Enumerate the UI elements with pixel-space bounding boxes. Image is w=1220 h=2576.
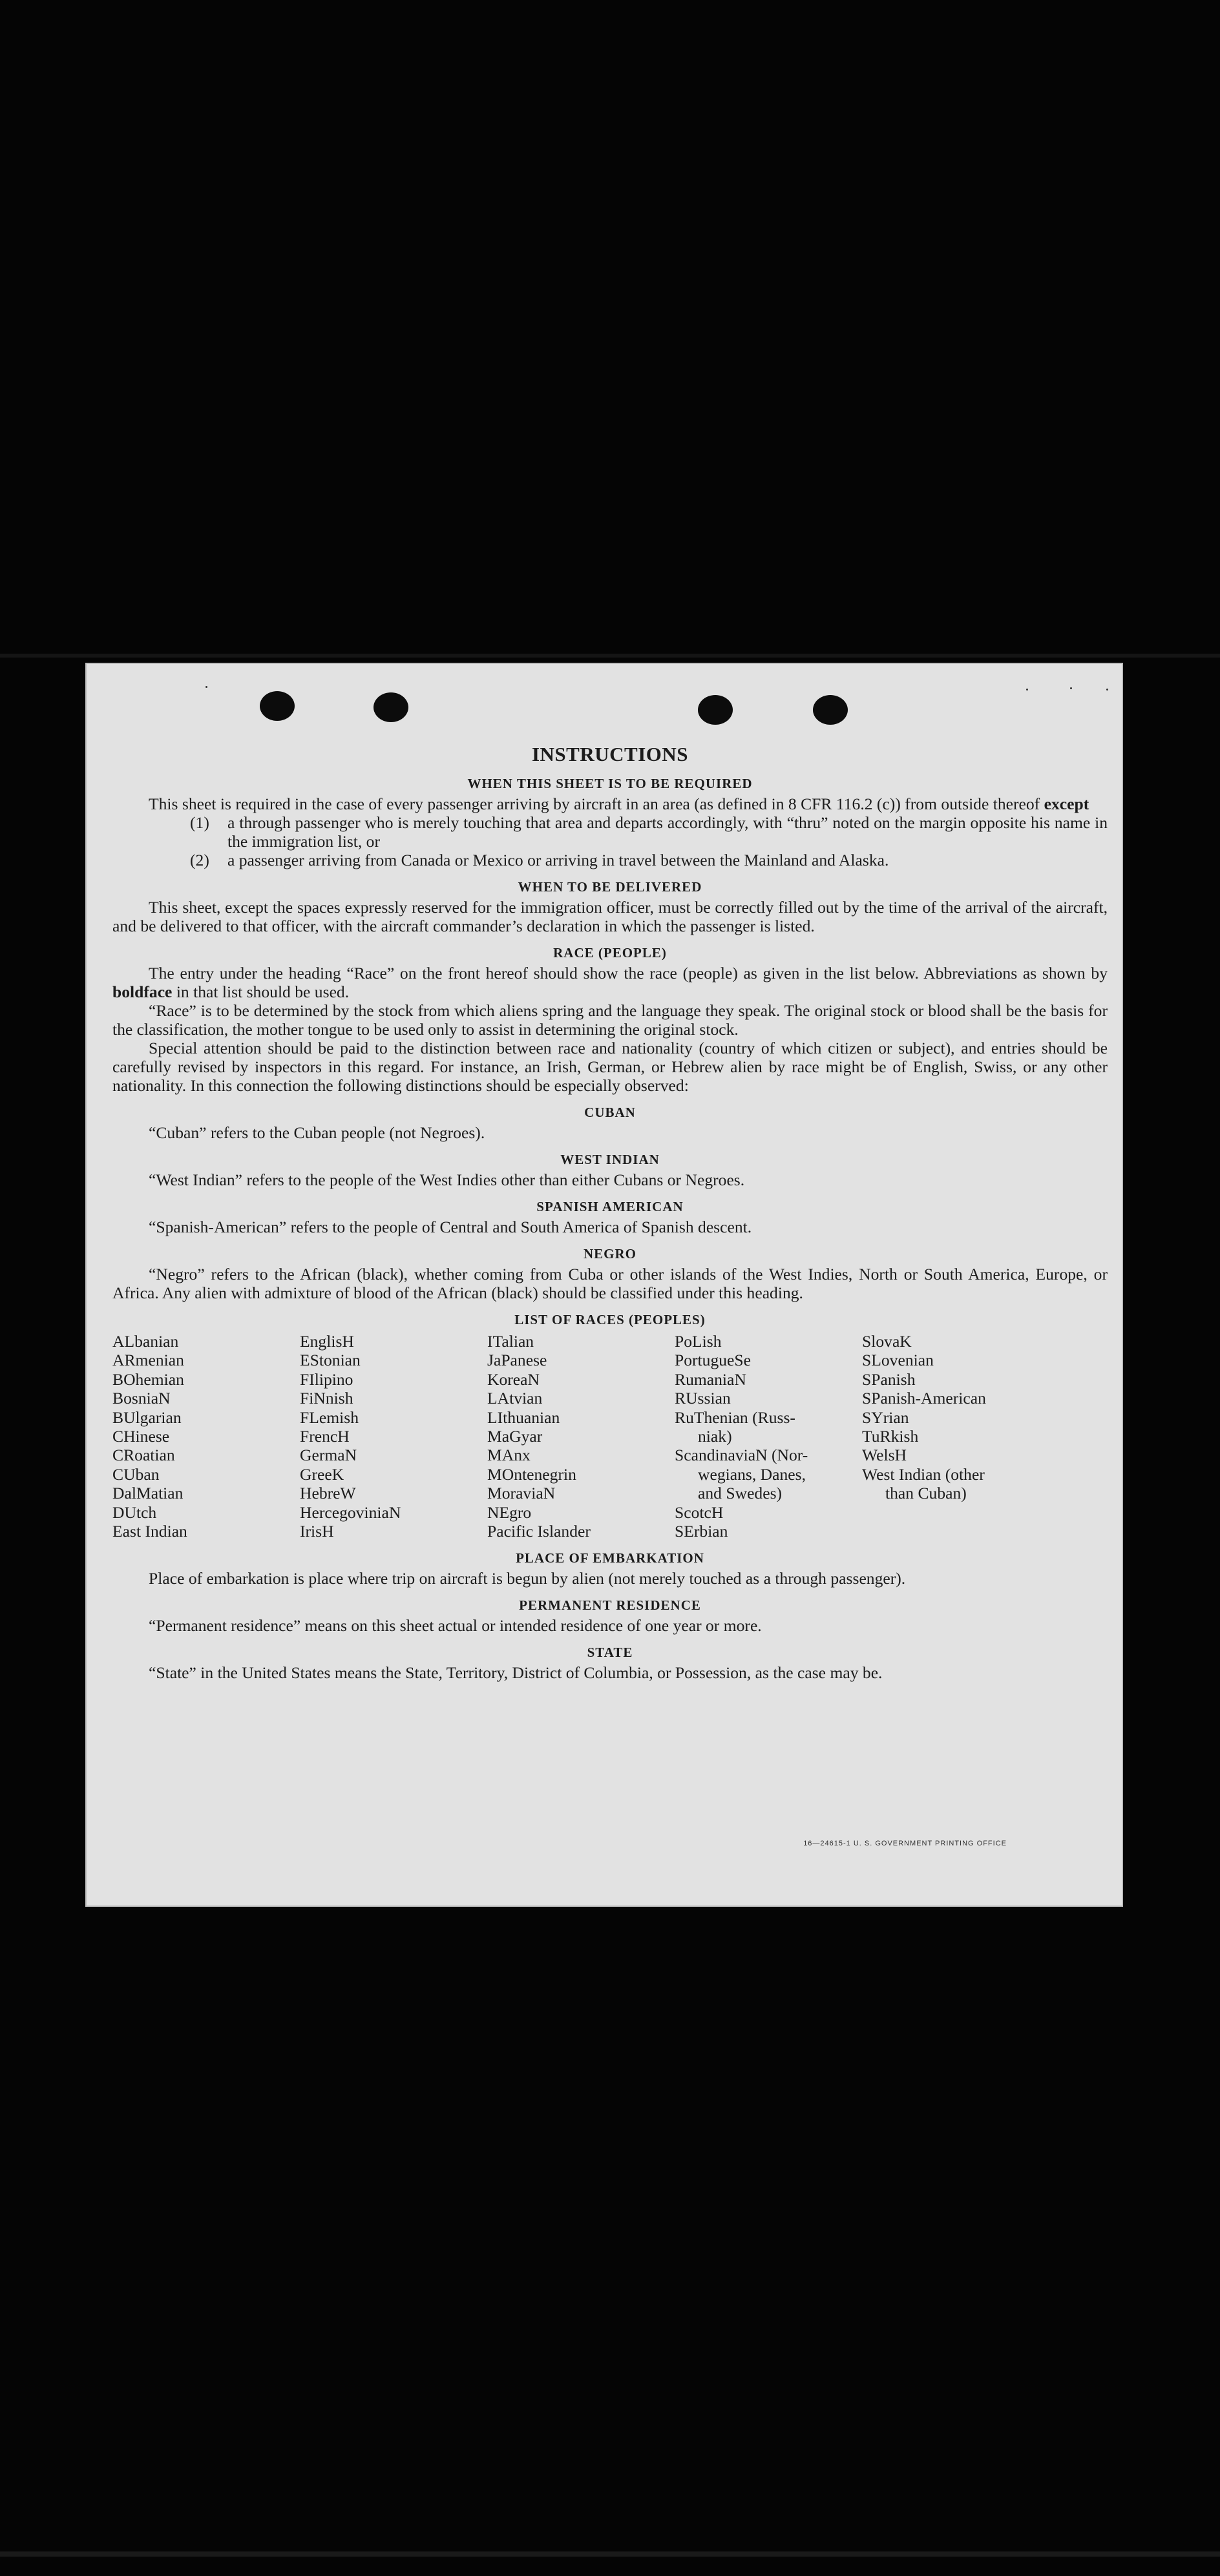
race-entry: EnglisH <box>300 1332 354 1351</box>
race-entry: RuThenian (Russ- <box>675 1407 795 1427</box>
race-entry: HercegoviniaN <box>300 1502 401 1522</box>
race-entry: PortugueSe <box>675 1351 752 1370</box>
race-entry: Pacific Islander <box>487 1522 591 1541</box>
race-entry: East Indian <box>112 1522 187 1541</box>
punch-hole <box>813 695 848 725</box>
section-heading-west-indian: WEST INDIAN <box>560 1152 660 1167</box>
race-entry-continuation: wegians, Danes, <box>698 1464 806 1484</box>
race-entry: CHinese <box>112 1427 170 1446</box>
race-entry: GreeK <box>300 1464 344 1484</box>
when-delivered-text: This sheet, except the spaces expressly reserved for the immigration officer, must be correctly filled out by the time of the arrival of the aircraft, and be delivered to that officer, with the aircraft commander’s declaration in which the passenger is listed. <box>112 898 1108 935</box>
race-entry: DalMatian <box>112 1484 184 1503</box>
race-entry: GermaN <box>300 1446 357 1465</box>
punch-hole <box>698 695 733 725</box>
section-heading-spanish-american: SPANISH AMERICAN <box>536 1199 684 1214</box>
section-heading-when-delivered: WHEN TO BE DELIVERED <box>518 879 702 895</box>
race-entry: MAnx <box>487 1446 531 1465</box>
speck <box>1026 689 1028 691</box>
page-title: INSTRUCTIONS <box>531 743 688 765</box>
race-entry: BosniaN <box>112 1389 171 1408</box>
section-heading-residence: PERMANENT RESIDENCE <box>519 1597 701 1614</box>
race-entry: CRoatian <box>112 1446 175 1465</box>
race-entry: ALbanian <box>112 1332 179 1351</box>
exception-item-2: (2) a passenger arriving from Canada or Mexico or arriving in travel between the Mainland and Alaska. <box>190 851 889 869</box>
race-entry: NEgro <box>487 1502 532 1522</box>
race-column-2 <box>300 1332 487 1541</box>
speck <box>1106 689 1108 691</box>
section-heading-negro: NEGRO <box>583 1246 636 1262</box>
section-heading-when-required: WHEN THIS SHEET IS TO BE REQUIRED <box>467 776 753 791</box>
state-text: “State” in the United States means the State, Territory, District of Columbia, or Possession, as the case may be. <box>149 1663 883 1683</box>
printing-office-code: 16—24615-1 U. S. GOVERNMENT PRINTING OFFICE <box>803 1840 1007 1847</box>
scan-frame-top <box>0 654 1220 658</box>
race-entry: LAtvian <box>487 1389 543 1408</box>
section-heading-state: STATE <box>587 1645 633 1661</box>
spanish-american-text: “Spanish-American” refers to the people of Central and South America of Spanish descent. <box>149 1218 752 1236</box>
race-entry: FIlipino <box>300 1369 353 1389</box>
race-list <box>112 1332 1108 1541</box>
sheet-content <box>112 743 1108 1682</box>
race-entry: MaGyar <box>487 1427 543 1446</box>
punch-hole <box>260 691 295 721</box>
race-entry: SLovenian <box>862 1351 934 1370</box>
race-entry: ScandinaviaN (Nor- <box>675 1446 808 1465</box>
race-entry: SPanish <box>862 1369 916 1389</box>
race-entry: JaPanese <box>487 1351 547 1370</box>
west-indian-text: “West Indian” refers to the people of the West Indies other than either Cubans or Negroes. <box>149 1170 745 1189</box>
when-required-intro: This sheet is required in the case of every passenger arriving by aircraft in an area (as defined in 8 CFR 116.2 (c)) from outside thereof except <box>149 795 1089 813</box>
embarkation-text: Place of embarkation is place where trip on aircraft is begun by alien (not merely touched as a through passenger). <box>149 1569 906 1588</box>
race-paragraph-3: Special attention should be paid to the distinction between race and nationality (country of which citizen or subject), and entries should be carefully revised by inspectors in this regard. For instance, an Irish, German, or Hebrew alien by race might be of English, Swiss, or any other nationality. In this connection the following distinctions should be especially observed: <box>112 1039 1108 1095</box>
section-heading-embarkation: PLACE OF EMBARKATION <box>516 1550 704 1566</box>
section-heading-race: RACE (PEOPLE) <box>553 945 667 961</box>
race-paragraph-2: “Race” is to be determined by the stock from which aliens spring and the language they speak. The original stock or blood shall be the basis for the classification, the mother tongue to be used only to assist in determining the original stock. <box>112 1001 1108 1039</box>
exception-item-1: (1) a through passenger who is merely touching that area and departs accordingly, with “thru” noted on the margin opposite his name in the immigration list, or <box>190 813 1108 851</box>
race-entry-continuation: than Cuban) <box>885 1484 967 1503</box>
race-entry: ScotcH <box>675 1502 724 1522</box>
race-entry: SlovaK <box>862 1332 912 1351</box>
race-entry: KoreaN <box>487 1369 540 1389</box>
instruction-sheet <box>85 663 1123 1907</box>
race-entry: RUssian <box>675 1389 731 1408</box>
race-column-5 <box>862 1332 1049 1541</box>
race-entry: SPanish-American <box>862 1389 986 1408</box>
race-column-1 <box>112 1332 300 1541</box>
race-entry: WelsH <box>862 1446 907 1465</box>
race-entry: West Indian (other <box>862 1464 985 1484</box>
race-entry: HebreW <box>300 1484 356 1503</box>
race-entry: FiNnish <box>300 1389 353 1408</box>
race-entry: BUlgarian <box>112 1407 182 1427</box>
scan-frame-bottom <box>0 2551 1220 2557</box>
speck <box>205 686 207 688</box>
race-entry: MOntenegrin <box>487 1464 576 1484</box>
section-heading-list-of-races: LIST OF RACES (PEOPLES) <box>514 1312 706 1327</box>
race-entry: RumaniaN <box>675 1369 746 1389</box>
race-entry: ARmenian <box>112 1351 184 1370</box>
race-entry: DUtch <box>112 1502 157 1522</box>
section-heading-cuban: CUBAN <box>584 1105 636 1120</box>
race-entry: FrencH <box>300 1427 350 1446</box>
race-entry: FLemish <box>300 1407 359 1427</box>
cuban-text: “Cuban” refers to the Cuban people (not Negroes). <box>149 1123 485 1142</box>
race-column-4 <box>675 1332 862 1541</box>
race-entry: IrisH <box>300 1522 334 1541</box>
race-entry: LIthuanian <box>487 1407 560 1427</box>
negro-text: “Negro” refers to the African (black), whether coming from Cuba or other islands of the West Indies, North or South America, Europe, or Africa. Any alien with admixture of blood of the African (black) should be classified under this heading. <box>112 1265 1108 1302</box>
race-entry: ITalian <box>487 1332 534 1351</box>
residence-text: “Permanent residence” means on this sheet actual or intended residence of one year or more. <box>149 1616 762 1636</box>
punch-hole <box>373 692 408 722</box>
race-entry: SErbian <box>675 1522 728 1541</box>
race-entry: SYrian <box>862 1407 909 1427</box>
race-column-3 <box>487 1332 675 1541</box>
race-entry-continuation: and Swedes) <box>698 1484 783 1503</box>
race-entry-continuation: niak) <box>698 1427 732 1446</box>
race-entry: TuRkish <box>862 1427 919 1446</box>
race-entry: PoLish <box>675 1332 722 1351</box>
race-paragraph-1: The entry under the heading “Race” on the front hereof should show the race (people) as given in the list below. Abbreviations as shown by boldface in that list should be used. <box>112 964 1108 1001</box>
race-entry: BOhemian <box>112 1369 184 1389</box>
race-entry: CUban <box>112 1464 160 1484</box>
race-entry: MoraviaN <box>487 1484 556 1503</box>
race-entry: EStonian <box>300 1351 361 1370</box>
speck <box>1070 687 1072 689</box>
